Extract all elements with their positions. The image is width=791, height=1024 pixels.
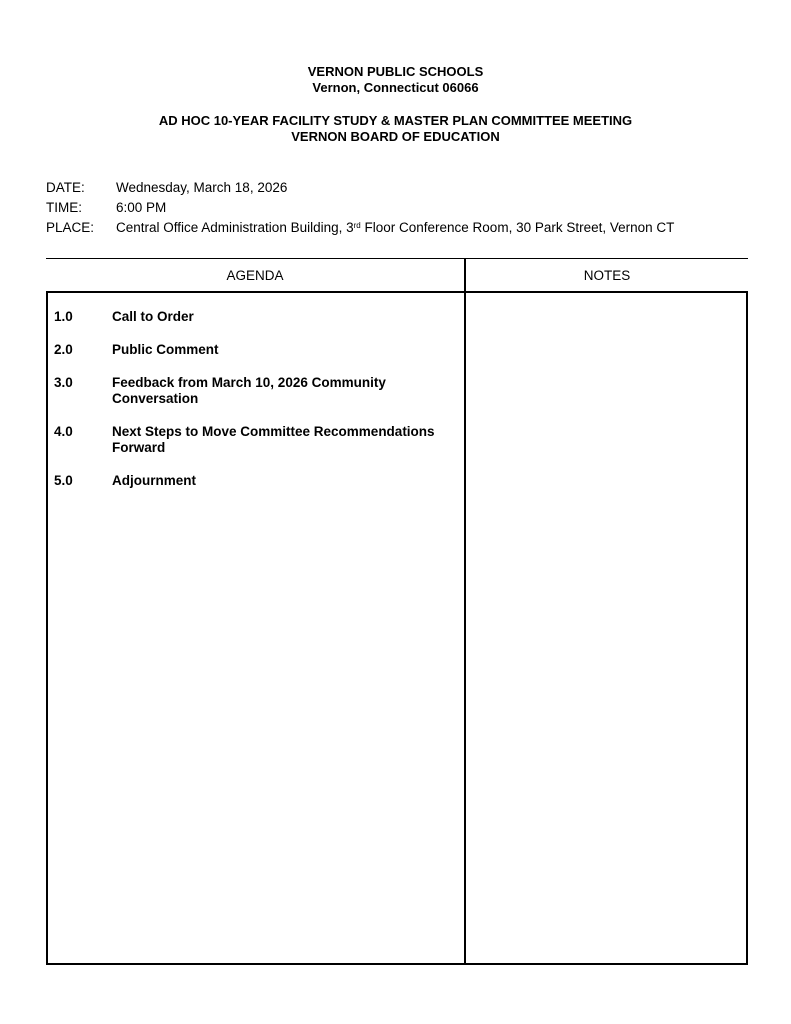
agenda-item-title: Adjournment xyxy=(112,473,196,488)
meeting-details xyxy=(46,178,674,238)
agenda-list xyxy=(54,309,459,506)
table-left-border xyxy=(46,291,48,964)
document-header xyxy=(0,64,791,96)
agenda-item xyxy=(54,473,459,489)
place-label: PLACE: xyxy=(46,220,95,235)
table-header-rule xyxy=(46,291,748,293)
agenda-item-number: 4.0 xyxy=(54,424,73,439)
table-top-rule xyxy=(46,258,748,259)
place-row xyxy=(46,218,674,238)
time-value: 6:00 PM xyxy=(116,200,167,215)
agenda-column-header: AGENDA xyxy=(226,268,284,283)
time-row xyxy=(46,198,674,218)
meeting-header xyxy=(0,113,791,145)
date-value: Wednesday, March 18, 2026 xyxy=(116,180,288,195)
agenda-table xyxy=(46,258,748,964)
place-text-start: Central Office Administration Building, 3 xyxy=(116,220,354,235)
agenda-item-number: 3.0 xyxy=(54,375,73,390)
notes-column-header: NOTES xyxy=(583,268,631,283)
agenda-item-number: 1.0 xyxy=(54,309,73,324)
agenda-item-number: 5.0 xyxy=(54,473,73,488)
place-ordinal-suffix: rd xyxy=(353,221,361,230)
agenda-item xyxy=(54,342,459,358)
organization-address: Vernon, Connecticut 06066 xyxy=(312,80,479,95)
organization-name: VERNON PUBLIC SCHOOLS xyxy=(307,64,484,79)
meeting-title: AD HOC 10-YEAR FACILITY STUDY & MASTER PLAN COMMITTEE MEETING xyxy=(158,113,633,128)
place-value xyxy=(116,218,674,238)
table-right-border xyxy=(746,291,748,964)
time-label: TIME: xyxy=(46,200,82,215)
agenda-item xyxy=(54,309,459,325)
board-name: VERNON BOARD OF EDUCATION xyxy=(291,129,500,144)
agenda-item-title: Public Comment xyxy=(112,342,219,357)
agenda-item-number: 2.0 xyxy=(54,342,73,357)
agenda-item-title: Next Steps to Move Committee Recommendations Forward xyxy=(112,424,435,455)
agenda-item xyxy=(54,424,459,456)
agenda-item-title: Feedback from March 10, 2026 Community Conversation xyxy=(112,375,386,406)
date-row xyxy=(46,178,674,198)
place-text-end: Floor Conference Room, 30 Park Street, Vernon CT xyxy=(360,220,675,235)
agenda-item-title: Call to Order xyxy=(112,309,194,324)
agenda-item xyxy=(54,375,459,407)
date-label: DATE: xyxy=(46,180,85,195)
table-bottom-rule xyxy=(46,963,748,965)
table-column-divider xyxy=(464,258,466,964)
